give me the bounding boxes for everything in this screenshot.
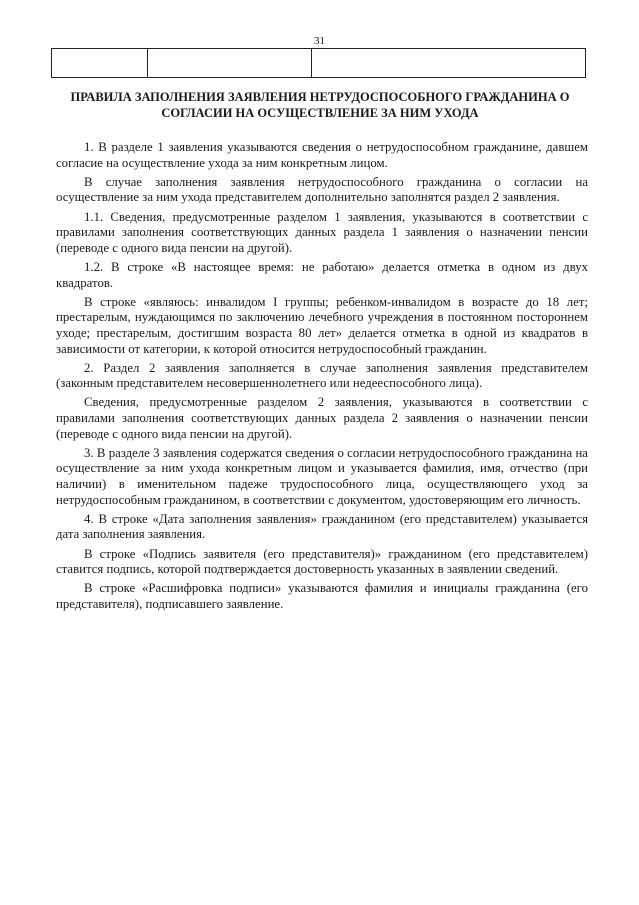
title-line-2: СОГЛАСИИ НА ОСУЩЕСТВЛЕНИЕ ЗА НИМ УХОДА: [161, 106, 479, 120]
document-title: [40, 89, 600, 121]
paragraph: В случае заполнения заявления нетрудоспособного гражданина о согласии на осуществление за ним ухода представителем дополнительно заполнятся раздел 2 заявления.: [56, 174, 588, 205]
table-cell: [52, 49, 148, 78]
document-body: [56, 140, 588, 616]
paragraph: В строке «являюсь: инвалидом I группы; ребенком-инвалидом в возрасте до 18 лет; престарелым, нуждающимся по заключению лечебного учреждения в постоянном постороннем уходе; престарелым, достигшим возраста 80 лет» делается отметка в одной из квадратов в зависимости от категории, к которой относится нетрудоспособный гражданин.: [56, 294, 588, 356]
paragraph: В строке «Расшифровка подписи» указываются фамилия и инициалы гражданина (его представителя), подписавшего заявление.: [56, 581, 588, 611]
paragraph: 4. В строке «Дата заполнения заявления» гражданином (его представителем) указывается дата заполнения заявления.: [56, 511, 588, 542]
page-number: 31: [314, 35, 325, 47]
paragraph: 3. В разделе 3 заявления содержатся сведения о согласии нетрудоспособного гражданина на осуществление за ним ухода конкретным лицом и указывается фамилия, имя, отчество (при наличии) в именительном падеже трудоспособного лица, осуществляющего уход за нетрудоспособным гражданином, в соответствии с документом, удостоверяющим его личность.: [56, 445, 588, 507]
form-table-fragment: [51, 48, 586, 78]
paragraph: 1.1. Сведения, предусмотренные разделом 1 заявления, указываются в соответствии с правилами заполнения соответствующих данных раздела 1 заявления о назначении пенсии (переводе с одного вида пенсии на другой).: [56, 209, 588, 255]
table-cell: [148, 49, 312, 78]
paragraph: В строке «Подпись заявителя (его представителя)» гражданином (его представителем) ставится подпись, которой подтверждается достоверность указанных в заявлении сведений.: [56, 546, 588, 577]
paragraph: Сведения, предусмотренные разделом 2 заявления, указываются в соответствии с правилами заполнения соответствующих данных раздела 2 заявления о назначении пенсии (переводе с одного вида пенсии на другой).: [56, 395, 588, 441]
title-line-1: ПРАВИЛА ЗАПОЛНЕНИЯ ЗАЯВЛЕНИЯ НЕТРУДОСПОСОБНОГО ГРАЖДАНИНА О: [70, 90, 570, 104]
table-cell: [312, 49, 586, 78]
table-row: [52, 49, 586, 78]
paragraph: 1. В разделе 1 заявления указываются сведения о нетрудоспособном гражданине, давшем согласие на осуществление ухода за ним конкретным лицом.: [56, 140, 588, 170]
paragraph: 1.2. В строке «В настоящее время: не работаю» делается отметка в одном из двух квадратов.: [56, 259, 588, 290]
paragraph: 2. Раздел 2 заявления заполняется в случае заполнения заявления представителем (законным представителем несовершеннолетнего или недееспособного лица).: [56, 360, 588, 391]
